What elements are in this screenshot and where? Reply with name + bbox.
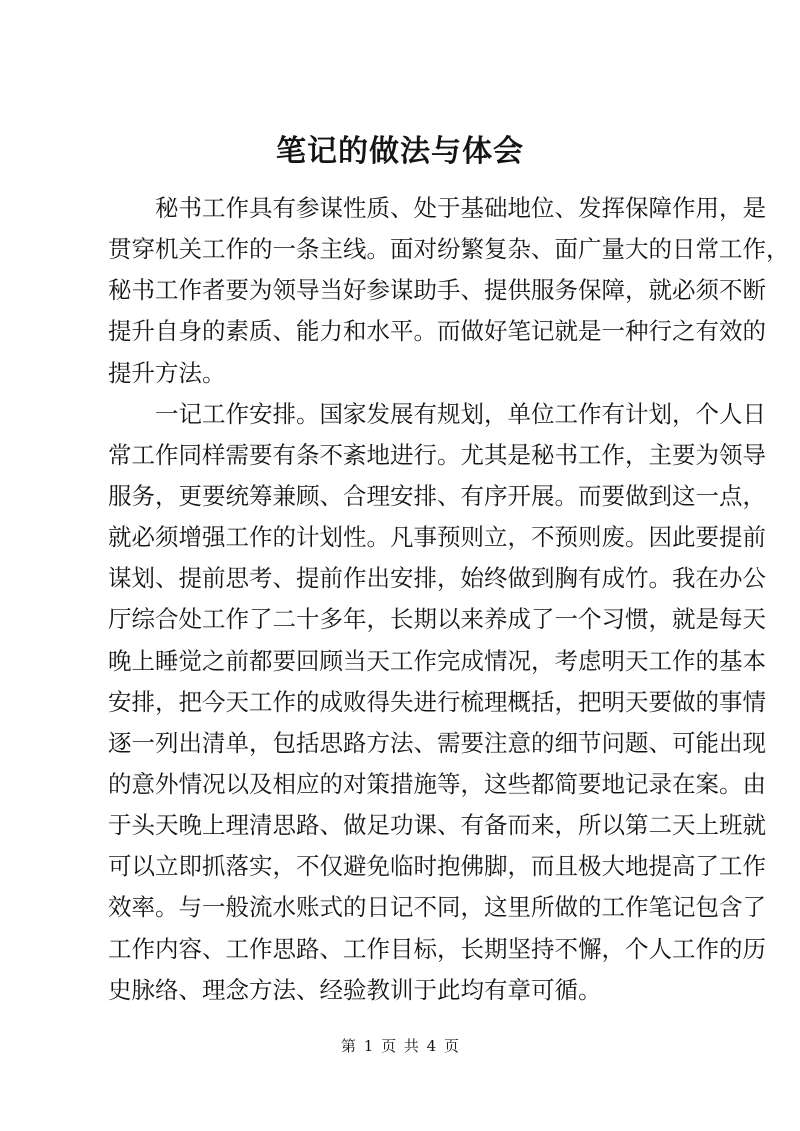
body-text-line: 安排，把今天工作的成败得失进行梳理概括，把明天要做的事情 [108,687,766,716]
body-text-line: 提升方法。 [108,358,226,387]
body-text-line: 于头天晚上理清思路、做足功课、有备而来，所以第二天上班就 [108,811,766,840]
body-text-line: 逐一列出清单，包括思路方法、需要注意的细节问题、可能出现 [108,728,766,757]
body-text-line: 就必须增强工作的计划性。凡事预则立，不预则废。因此要提前 [108,523,766,552]
body-text-line: 晚上睡觉之前都要回顾当天工作完成情况，考虑明天工作的基本 [108,646,766,675]
page-title: 笔记的做法与体会 [276,134,524,169]
body-text-line: 常工作同样需要有条不紊地进行。尤其是秘书工作，主要为领导 [108,440,766,469]
body-text-line: 效率。与一般流水账式的日记不同，这里所做的工作笔记包含了 [108,893,766,922]
body-text-line: 工作内容、工作思路、工作目标，长期坚持不懈，个人工作的历 [108,934,766,963]
body-text-line: 可以立即抓落实，不仅避免临时抱佛脚，而且极大地提高了工作 [108,852,766,881]
body-text-line: 服务，更要统筹兼顾、合理安排、有序开展。而要做到这一点， [108,481,766,510]
body-text-line: 谋划、提前思考、提前作出安排，始终做到胸有成竹。我在办公 [108,564,766,593]
body-text-line: 史脉络、理念方法、经验教训于此均有章可循。 [108,975,602,1004]
page-footer: 第 1 页 共 4 页 [341,1037,459,1055]
body-text-line: 的意外情况以及相应的对策措施等，这些都简要地记录在案。由 [108,769,766,798]
body-text-line: 贯穿机关工作的一条主线。面对纷繁复杂、面广量大的日常工作， [108,235,790,264]
body-text-line: 秘书工作具有参谋性质、处于基础地位、发挥保障作用，是 [155,194,766,222]
body-text-line: 厅综合处工作了二十多年，长期以来养成了一个习惯，就是每天 [108,605,766,634]
document-body [108,188,790,1011]
body-text-line: 一记工作安排。国家发展有规划，单位工作有计划，个人日 [155,399,766,428]
body-text-line: 提升自身的素质、能力和水平。而做好笔记就是一种行之有效的 [108,317,766,346]
body-text-line: 秘书工作者要为领导当好参谋助手、提供服务保障，就必须不断 [108,276,766,305]
